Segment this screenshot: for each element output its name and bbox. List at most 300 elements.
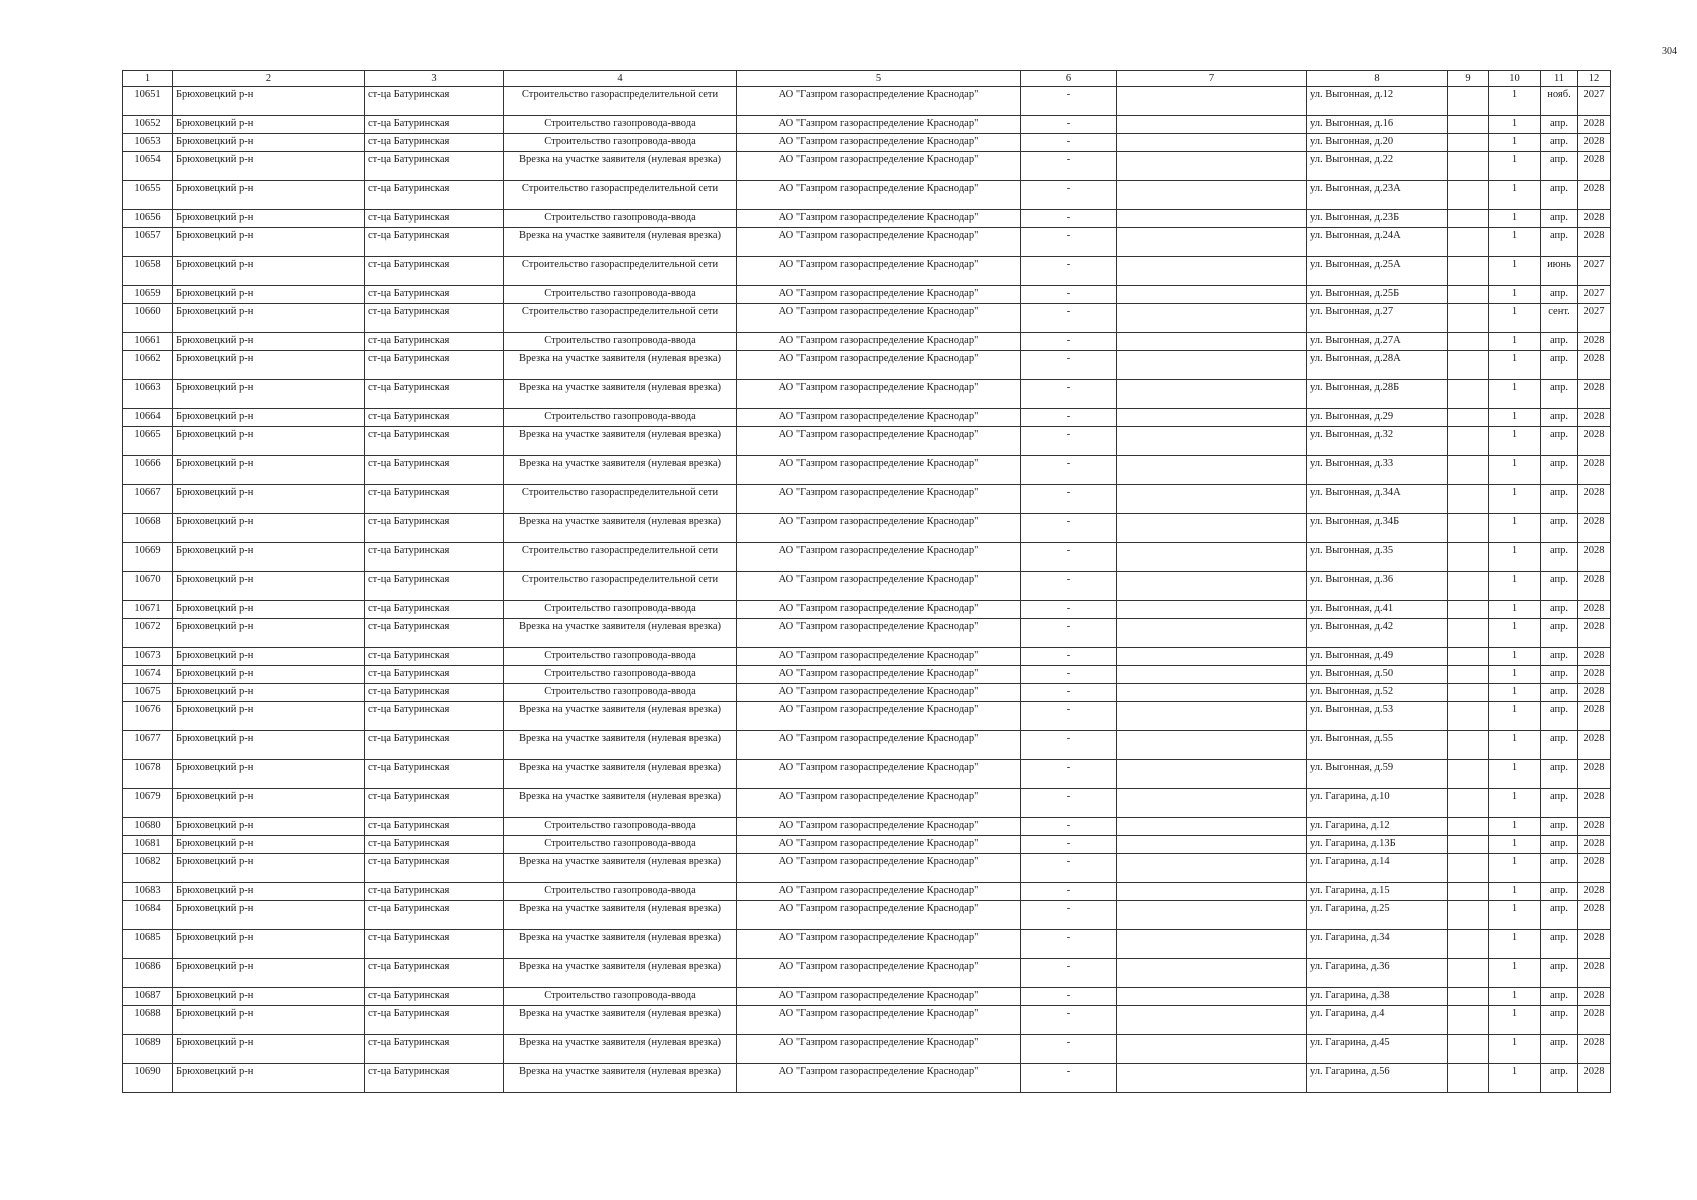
quantity-cell: 1 — [1489, 731, 1541, 760]
quantity-cell: 1 — [1489, 351, 1541, 380]
register-table — [122, 70, 1611, 1093]
column-7-cell — [1117, 543, 1307, 572]
work-type-cell: Врезка на участке заявителя (нулевая врезка) — [504, 427, 737, 456]
locality-cell: ст-ца Батуринская — [365, 514, 504, 543]
work-type-cell: Строительство газопровода-ввода — [504, 836, 737, 854]
month-cell: апр. — [1541, 988, 1578, 1006]
column-6-cell: - — [1021, 210, 1117, 228]
row-number: 10651 — [123, 87, 173, 116]
month-cell: апр. — [1541, 930, 1578, 959]
address-cell: ул. Выгонная, д.34А — [1307, 485, 1448, 514]
column-9-cell — [1448, 666, 1489, 684]
locality-cell: ст-ца Батуринская — [365, 684, 504, 702]
column-7-cell — [1117, 380, 1307, 409]
year-cell: 2028 — [1578, 601, 1611, 619]
column-9-cell — [1448, 333, 1489, 351]
year-cell: 2028 — [1578, 1064, 1611, 1093]
column-9-cell — [1448, 427, 1489, 456]
organization-cell: АО "Газпром газораспределение Краснодар" — [737, 333, 1021, 351]
column-9-cell — [1448, 818, 1489, 836]
table-row — [123, 854, 1611, 883]
quantity-cell: 1 — [1489, 409, 1541, 427]
locality-cell: ст-ца Батуринская — [365, 228, 504, 257]
address-cell: ул. Выгонная, д.28А — [1307, 351, 1448, 380]
row-number: 10687 — [123, 988, 173, 1006]
locality-cell: ст-ца Батуринская — [365, 854, 504, 883]
district-cell: Брюховецкий р-н — [173, 210, 365, 228]
address-cell: ул. Выгонная, д.49 — [1307, 648, 1448, 666]
column-6-cell: - — [1021, 1006, 1117, 1035]
column-6-cell: - — [1021, 427, 1117, 456]
column-9-cell — [1448, 959, 1489, 988]
district-cell: Брюховецкий р-н — [173, 901, 365, 930]
year-cell: 2028 — [1578, 760, 1611, 789]
quantity-cell: 1 — [1489, 883, 1541, 901]
organization-cell: АО "Газпром газораспределение Краснодар" — [737, 789, 1021, 818]
quantity-cell: 1 — [1489, 572, 1541, 601]
quantity-cell: 1 — [1489, 854, 1541, 883]
month-cell: апр. — [1541, 572, 1578, 601]
column-9-cell — [1448, 87, 1489, 116]
row-number: 10681 — [123, 836, 173, 854]
address-cell: ул. Выгонная, д.52 — [1307, 684, 1448, 702]
column-6-cell: - — [1021, 1064, 1117, 1093]
column-9-cell — [1448, 572, 1489, 601]
column-9-cell — [1448, 543, 1489, 572]
work-type-cell: Строительство газопровода-ввода — [504, 601, 737, 619]
locality-cell: ст-ца Батуринская — [365, 702, 504, 731]
organization-cell: АО "Газпром газораспределение Краснодар" — [737, 666, 1021, 684]
column-7-cell — [1117, 731, 1307, 760]
column-7-cell — [1117, 930, 1307, 959]
organization-cell: АО "Газпром газораспределение Краснодар" — [737, 572, 1021, 601]
column-9-cell — [1448, 901, 1489, 930]
column-6-cell: - — [1021, 702, 1117, 731]
row-number: 10680 — [123, 818, 173, 836]
year-cell: 2028 — [1578, 456, 1611, 485]
locality-cell: ст-ца Батуринская — [365, 427, 504, 456]
district-cell: Брюховецкий р-н — [173, 988, 365, 1006]
column-7-cell — [1117, 427, 1307, 456]
locality-cell: ст-ца Батуринская — [365, 818, 504, 836]
locality-cell: ст-ца Батуринская — [365, 543, 504, 572]
month-cell: апр. — [1541, 333, 1578, 351]
work-type-cell: Врезка на участке заявителя (нулевая врезка) — [504, 731, 737, 760]
register-body — [123, 87, 1611, 1093]
column-6-cell: - — [1021, 257, 1117, 286]
column-6-cell: - — [1021, 152, 1117, 181]
column-6-cell: - — [1021, 514, 1117, 543]
address-cell: ул. Выгонная, д.25Б — [1307, 286, 1448, 304]
district-cell: Брюховецкий р-н — [173, 134, 365, 152]
year-cell: 2028 — [1578, 666, 1611, 684]
column-7-cell — [1117, 333, 1307, 351]
district-cell: Брюховецкий р-н — [173, 485, 365, 514]
column-7-cell — [1117, 257, 1307, 286]
table-row — [123, 731, 1611, 760]
work-type-cell: Строительство газопровода-ввода — [504, 116, 737, 134]
year-cell: 2027 — [1578, 257, 1611, 286]
quantity-cell: 1 — [1489, 666, 1541, 684]
quantity-cell: 1 — [1489, 286, 1541, 304]
column-6-cell: - — [1021, 87, 1117, 116]
table-row — [123, 836, 1611, 854]
column-6-cell: - — [1021, 485, 1117, 514]
address-cell: ул. Выгонная, д.25А — [1307, 257, 1448, 286]
row-number: 10686 — [123, 959, 173, 988]
address-cell: ул. Гагарина, д.34 — [1307, 930, 1448, 959]
address-cell: ул. Гагарина, д.45 — [1307, 1035, 1448, 1064]
column-6-cell: - — [1021, 648, 1117, 666]
year-cell: 2028 — [1578, 789, 1611, 818]
year-cell: 2028 — [1578, 836, 1611, 854]
column-6-cell: - — [1021, 901, 1117, 930]
column-7-cell — [1117, 684, 1307, 702]
column-6-cell: - — [1021, 333, 1117, 351]
table-row — [123, 930, 1611, 959]
district-cell: Брюховецкий р-н — [173, 409, 365, 427]
column-9-cell — [1448, 456, 1489, 485]
table-row — [123, 988, 1611, 1006]
table-row — [123, 684, 1611, 702]
locality-cell: ст-ца Батуринская — [365, 648, 504, 666]
quantity-cell: 1 — [1489, 702, 1541, 731]
table-row — [123, 666, 1611, 684]
table-row — [123, 959, 1611, 988]
organization-cell: АО "Газпром газораспределение Краснодар" — [737, 854, 1021, 883]
month-cell: апр. — [1541, 901, 1578, 930]
address-cell: ул. Выгонная, д.41 — [1307, 601, 1448, 619]
locality-cell: ст-ца Батуринская — [365, 1064, 504, 1093]
work-type-cell: Врезка на участке заявителя (нулевая врезка) — [504, 854, 737, 883]
organization-cell: АО "Газпром газораспределение Краснодар" — [737, 286, 1021, 304]
address-cell: ул. Выгонная, д.42 — [1307, 619, 1448, 648]
column-9-cell — [1448, 601, 1489, 619]
column-9-cell — [1448, 304, 1489, 333]
month-cell: апр. — [1541, 380, 1578, 409]
row-number: 10676 — [123, 702, 173, 731]
district-cell: Брюховецкий р-н — [173, 572, 365, 601]
table-row — [123, 134, 1611, 152]
row-number: 10666 — [123, 456, 173, 485]
quantity-cell: 1 — [1489, 514, 1541, 543]
locality-cell: ст-ца Батуринская — [365, 210, 504, 228]
work-type-cell: Строительство газопровода-ввода — [504, 988, 737, 1006]
table-row — [123, 543, 1611, 572]
locality-cell: ст-ца Батуринская — [365, 601, 504, 619]
row-number: 10674 — [123, 666, 173, 684]
table-row — [123, 1006, 1611, 1035]
month-cell: апр. — [1541, 648, 1578, 666]
column-6-cell: - — [1021, 351, 1117, 380]
address-cell: ул. Выгонная, д.22 — [1307, 152, 1448, 181]
year-cell: 2028 — [1578, 930, 1611, 959]
work-type-cell: Врезка на участке заявителя (нулевая врезка) — [504, 619, 737, 648]
organization-cell: АО "Газпром газораспределение Краснодар" — [737, 836, 1021, 854]
work-type-cell: Врезка на участке заявителя (нулевая врезка) — [504, 152, 737, 181]
year-cell: 2027 — [1578, 87, 1611, 116]
column-9-cell — [1448, 514, 1489, 543]
column-6-cell: - — [1021, 836, 1117, 854]
address-cell: ул. Гагарина, д.56 — [1307, 1064, 1448, 1093]
month-cell: апр. — [1541, 883, 1578, 901]
organization-cell: АО "Газпром газораспределение Краснодар" — [737, 485, 1021, 514]
organization-cell: АО "Газпром газораспределение Краснодар" — [737, 181, 1021, 210]
locality-cell: ст-ца Батуринская — [365, 286, 504, 304]
address-cell: ул. Гагарина, д.10 — [1307, 789, 1448, 818]
month-cell: апр. — [1541, 181, 1578, 210]
column-6-cell: - — [1021, 731, 1117, 760]
work-type-cell: Врезка на участке заявителя (нулевая врезка) — [504, 514, 737, 543]
organization-cell: АО "Газпром газораспределение Краснодар" — [737, 988, 1021, 1006]
quantity-cell: 1 — [1489, 818, 1541, 836]
table-row — [123, 257, 1611, 286]
column-7-cell — [1117, 854, 1307, 883]
column-header: 9 — [1448, 71, 1489, 87]
column-7-cell — [1117, 959, 1307, 988]
quantity-cell: 1 — [1489, 543, 1541, 572]
column-header: 7 — [1117, 71, 1307, 87]
column-6-cell: - — [1021, 304, 1117, 333]
row-number: 10689 — [123, 1035, 173, 1064]
column-7-cell — [1117, 648, 1307, 666]
district-cell: Брюховецкий р-н — [173, 1035, 365, 1064]
year-cell: 2028 — [1578, 883, 1611, 901]
address-cell: ул. Выгонная, д.29 — [1307, 409, 1448, 427]
address-cell: ул. Выгонная, д.33 — [1307, 456, 1448, 485]
column-7-cell — [1117, 228, 1307, 257]
column-6-cell: - — [1021, 456, 1117, 485]
row-number: 10671 — [123, 601, 173, 619]
month-cell: апр. — [1541, 702, 1578, 731]
row-number: 10662 — [123, 351, 173, 380]
row-number: 10677 — [123, 731, 173, 760]
locality-cell: ст-ца Батуринская — [365, 619, 504, 648]
locality-cell: ст-ца Батуринская — [365, 116, 504, 134]
year-cell: 2028 — [1578, 228, 1611, 257]
month-cell: апр. — [1541, 134, 1578, 152]
work-type-cell: Строительство газораспределительной сети — [504, 543, 737, 572]
column-6-cell: - — [1021, 1035, 1117, 1064]
column-9-cell — [1448, 1035, 1489, 1064]
address-cell: ул. Выгонная, д.36 — [1307, 572, 1448, 601]
district-cell: Брюховецкий р-н — [173, 228, 365, 257]
column-6-cell: - — [1021, 134, 1117, 152]
column-7-cell — [1117, 304, 1307, 333]
column-9-cell — [1448, 380, 1489, 409]
row-number: 10657 — [123, 228, 173, 257]
work-type-cell: Врезка на участке заявителя (нулевая врезка) — [504, 351, 737, 380]
table-row — [123, 181, 1611, 210]
address-cell: ул. Гагарина, д.4 — [1307, 1006, 1448, 1035]
month-cell: апр. — [1541, 789, 1578, 818]
column-header: 12 — [1578, 71, 1611, 87]
locality-cell: ст-ца Батуринская — [365, 1006, 504, 1035]
row-number: 10663 — [123, 380, 173, 409]
district-cell: Брюховецкий р-н — [173, 702, 365, 731]
year-cell: 2028 — [1578, 543, 1611, 572]
quantity-cell: 1 — [1489, 760, 1541, 789]
work-type-cell: Строительство газопровода-ввода — [504, 666, 737, 684]
address-cell: ул. Гагарина, д.13Б — [1307, 836, 1448, 854]
address-cell: ул. Выгонная, д.23А — [1307, 181, 1448, 210]
district-cell: Брюховецкий р-н — [173, 601, 365, 619]
district-cell: Брюховецкий р-н — [173, 619, 365, 648]
locality-cell: ст-ца Батуринская — [365, 304, 504, 333]
work-type-cell: Строительство газопровода-ввода — [504, 684, 737, 702]
month-cell: апр. — [1541, 1006, 1578, 1035]
row-number: 10668 — [123, 514, 173, 543]
column-7-cell — [1117, 456, 1307, 485]
column-7-cell — [1117, 286, 1307, 304]
work-type-cell: Строительство газопровода-ввода — [504, 286, 737, 304]
year-cell: 2028 — [1578, 333, 1611, 351]
table-row — [123, 228, 1611, 257]
table-row — [123, 304, 1611, 333]
organization-cell: АО "Газпром газораспределение Краснодар" — [737, 684, 1021, 702]
locality-cell: ст-ца Батуринская — [365, 87, 504, 116]
month-cell: апр. — [1541, 152, 1578, 181]
organization-cell: АО "Газпром газораспределение Краснодар" — [737, 731, 1021, 760]
quantity-cell: 1 — [1489, 930, 1541, 959]
table-row — [123, 1035, 1611, 1064]
column-9-cell — [1448, 116, 1489, 134]
district-cell: Брюховецкий р-н — [173, 854, 365, 883]
header-row — [123, 71, 1611, 87]
quantity-cell: 1 — [1489, 87, 1541, 116]
year-cell: 2028 — [1578, 901, 1611, 930]
column-7-cell — [1117, 601, 1307, 619]
column-7-cell — [1117, 760, 1307, 789]
organization-cell: АО "Газпром газораспределение Краснодар" — [737, 648, 1021, 666]
column-7-cell — [1117, 988, 1307, 1006]
locality-cell: ст-ца Батуринская — [365, 731, 504, 760]
column-header: 11 — [1541, 71, 1578, 87]
quantity-cell: 1 — [1489, 601, 1541, 619]
work-type-cell: Строительство газопровода-ввода — [504, 409, 737, 427]
locality-cell: ст-ца Батуринская — [365, 836, 504, 854]
column-6-cell: - — [1021, 543, 1117, 572]
quantity-cell: 1 — [1489, 257, 1541, 286]
district-cell: Брюховецкий р-н — [173, 543, 365, 572]
quantity-cell: 1 — [1489, 228, 1541, 257]
table-row — [123, 427, 1611, 456]
district-cell: Брюховецкий р-н — [173, 427, 365, 456]
address-cell: ул. Выгонная, д.27А — [1307, 333, 1448, 351]
locality-cell: ст-ца Батуринская — [365, 409, 504, 427]
column-7-cell — [1117, 116, 1307, 134]
work-type-cell: Врезка на участке заявителя (нулевая врезка) — [504, 456, 737, 485]
table-row — [123, 87, 1611, 116]
table-row — [123, 1064, 1611, 1093]
work-type-cell: Строительство газопровода-ввода — [504, 210, 737, 228]
organization-cell: АО "Газпром газораспределение Краснодар" — [737, 304, 1021, 333]
organization-cell: АО "Газпром газораспределение Краснодар" — [737, 228, 1021, 257]
table-row — [123, 116, 1611, 134]
table-row — [123, 789, 1611, 818]
column-7-cell — [1117, 514, 1307, 543]
work-type-cell: Врезка на участке заявителя (нулевая врезка) — [504, 228, 737, 257]
column-9-cell — [1448, 930, 1489, 959]
locality-cell: ст-ца Батуринская — [365, 181, 504, 210]
year-cell: 2028 — [1578, 116, 1611, 134]
column-7-cell — [1117, 181, 1307, 210]
district-cell: Брюховецкий р-н — [173, 648, 365, 666]
quantity-cell: 1 — [1489, 427, 1541, 456]
year-cell: 2028 — [1578, 854, 1611, 883]
district-cell: Брюховецкий р-н — [173, 959, 365, 988]
month-cell: апр. — [1541, 818, 1578, 836]
table-row — [123, 485, 1611, 514]
month-cell: апр. — [1541, 543, 1578, 572]
column-6-cell: - — [1021, 818, 1117, 836]
year-cell: 2028 — [1578, 1006, 1611, 1035]
column-9-cell — [1448, 181, 1489, 210]
address-cell: ул. Выгонная, д.55 — [1307, 731, 1448, 760]
organization-cell: АО "Газпром газораспределение Краснодар" — [737, 427, 1021, 456]
year-cell: 2028 — [1578, 572, 1611, 601]
month-cell: апр. — [1541, 959, 1578, 988]
column-6-cell: - — [1021, 409, 1117, 427]
work-type-cell: Строительство газораспределительной сети — [504, 304, 737, 333]
year-cell: 2028 — [1578, 619, 1611, 648]
month-cell: апр. — [1541, 684, 1578, 702]
organization-cell: АО "Газпром газораспределение Краснодар" — [737, 1064, 1021, 1093]
month-cell: апр. — [1541, 760, 1578, 789]
column-header: 2 — [173, 71, 365, 87]
district-cell: Брюховецкий р-н — [173, 760, 365, 789]
work-type-cell: Строительство газораспределительной сети — [504, 572, 737, 601]
column-6-cell: - — [1021, 684, 1117, 702]
year-cell: 2028 — [1578, 514, 1611, 543]
row-number: 10685 — [123, 930, 173, 959]
year-cell: 2028 — [1578, 380, 1611, 409]
row-number: 10679 — [123, 789, 173, 818]
table-row — [123, 333, 1611, 351]
district-cell: Брюховецкий р-н — [173, 87, 365, 116]
month-cell: нояб. — [1541, 87, 1578, 116]
column-9-cell — [1448, 485, 1489, 514]
column-7-cell — [1117, 134, 1307, 152]
column-7-cell — [1117, 789, 1307, 818]
work-type-cell: Врезка на участке заявителя (нулевая врезка) — [504, 702, 737, 731]
district-cell: Брюховецкий р-н — [173, 836, 365, 854]
month-cell: апр. — [1541, 666, 1578, 684]
column-7-cell — [1117, 351, 1307, 380]
month-cell: апр. — [1541, 409, 1578, 427]
row-number: 10653 — [123, 134, 173, 152]
column-7-cell — [1117, 836, 1307, 854]
column-6-cell: - — [1021, 380, 1117, 409]
organization-cell: АО "Газпром газораспределение Краснодар" — [737, 883, 1021, 901]
column-6-cell: - — [1021, 988, 1117, 1006]
address-cell: ул. Выгонная, д.28Б — [1307, 380, 1448, 409]
organization-cell: АО "Газпром газораспределение Краснодар" — [737, 959, 1021, 988]
table-row — [123, 818, 1611, 836]
column-header: 6 — [1021, 71, 1117, 87]
column-header: 1 — [123, 71, 173, 87]
column-6-cell: - — [1021, 181, 1117, 210]
month-cell: апр. — [1541, 619, 1578, 648]
table-row — [123, 601, 1611, 619]
locality-cell: ст-ца Батуринская — [365, 988, 504, 1006]
work-type-cell: Врезка на участке заявителя (нулевая врезка) — [504, 1064, 737, 1093]
year-cell: 2028 — [1578, 134, 1611, 152]
month-cell: июнь — [1541, 257, 1578, 286]
row-number: 10682 — [123, 854, 173, 883]
organization-cell: АО "Газпром газораспределение Краснодар" — [737, 116, 1021, 134]
address-cell: ул. Гагарина, д.38 — [1307, 988, 1448, 1006]
